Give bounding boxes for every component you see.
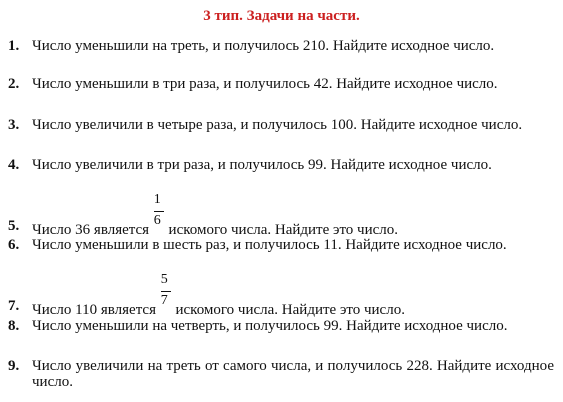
- problem-6: [8, 237, 554, 253]
- problem-text-before: Число 36 является: [32, 222, 150, 238]
- fraction-five-sevenths: [160, 272, 171, 314]
- problem-3: [8, 117, 554, 133]
- problem-text-before: Число 110 является: [32, 302, 156, 318]
- problem-7: [8, 272, 554, 318]
- problem-text: Число уменьшили в шесть раз, и получилось 11. Найдите исходное число.: [32, 237, 507, 253]
- problem-number: 1.: [8, 38, 20, 54]
- page-title: 3 тип. Задачи на части.: [203, 8, 360, 24]
- problem-4: [8, 157, 554, 173]
- problem-number: 9.: [8, 358, 20, 374]
- problem-number: 4.: [8, 157, 20, 173]
- problem-text: Число увеличили в три раза, и получилось 99. Найдите исходное число.: [32, 157, 492, 173]
- problem-1: [8, 38, 554, 54]
- problem-text: Число увеличили на треть от самого числа, и получилось 228. Найдите исходное число.: [32, 358, 554, 390]
- fraction-bar: [154, 211, 164, 212]
- problem-text: Число уменьшили на четверть, и получилось 99. Найдите исходное число.: [32, 318, 508, 334]
- problem-5: [8, 192, 554, 238]
- problem-number: 8.: [8, 318, 20, 334]
- problem-number: 3.: [8, 117, 20, 133]
- fraction-numerator: 5: [160, 272, 168, 287]
- problem-text: Число увеличили в четыре раза, и получилось 100. Найдите исходное число.: [32, 117, 523, 133]
- problem-2: [8, 76, 554, 92]
- fraction-denominator: 6: [153, 213, 161, 228]
- problem-8: [8, 318, 554, 334]
- fraction-one-sixth: [153, 192, 164, 234]
- problem-9: [8, 358, 554, 390]
- fraction-bar: [161, 291, 171, 292]
- problem-text-after: искомого числа. Найдите это число.: [175, 302, 405, 318]
- problem-number: 6.: [8, 237, 20, 253]
- problem-number: 2.: [8, 76, 20, 92]
- problem-text-after: искомого числа. Найдите это число.: [168, 222, 399, 238]
- problem-text: Число уменьшили на треть, и получилось 210. Найдите исходное число.: [32, 38, 495, 54]
- problem-number: 5.: [8, 218, 20, 234]
- problem-text: Число уменьшили в три раза, и получилось 42. Найдите исходное число.: [32, 76, 498, 92]
- problem-number: 7.: [8, 298, 20, 314]
- fraction-numerator: 1: [153, 192, 161, 207]
- fraction-denominator: 7: [160, 293, 168, 308]
